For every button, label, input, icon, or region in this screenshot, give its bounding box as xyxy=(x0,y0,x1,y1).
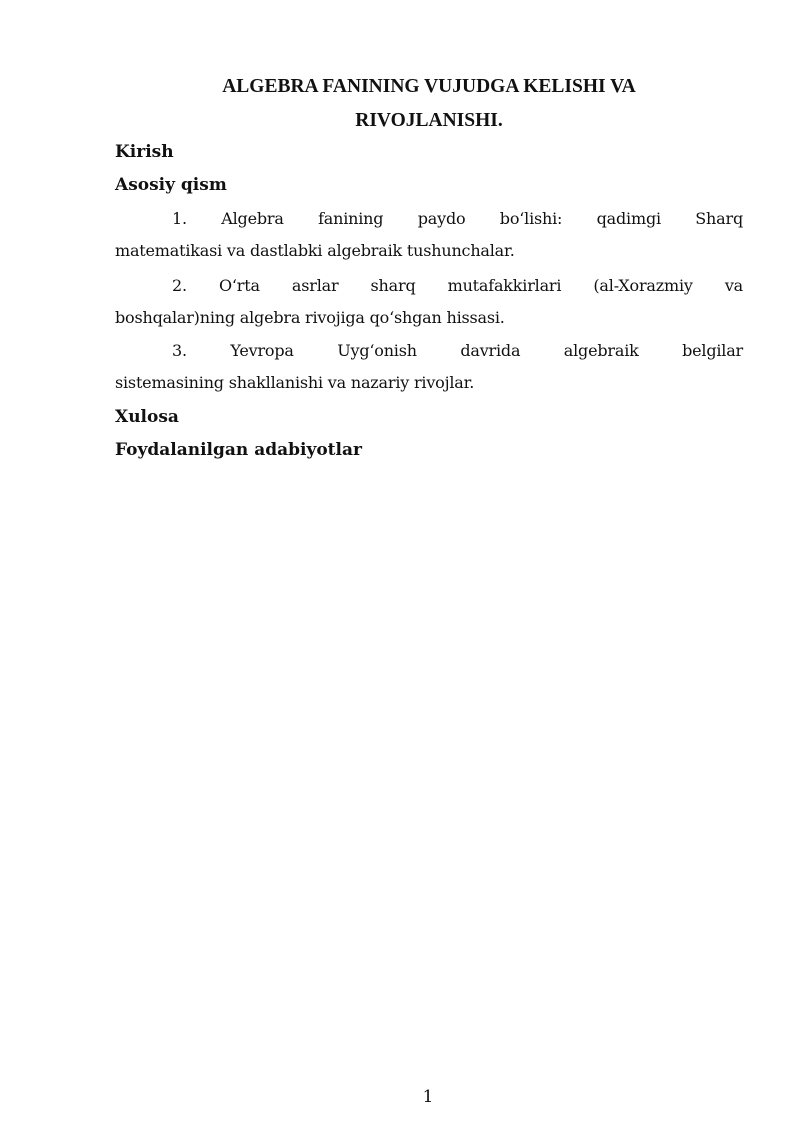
item-2-line-1: 2. O‘rta asrlar sharq mutafakkirlari (al-Xorazmiy va xyxy=(172,276,743,295)
item-3-line-2: sistemasining shakllanishi va nazariy rivojlar. xyxy=(115,373,475,392)
item-2-line-2: boshqalar)ning algebra rivojiga qo‘shgan hissasi. xyxy=(115,308,505,327)
title-line-2: RIVOJLANISHI. xyxy=(355,110,503,131)
item-3-line-1: 3. Yevropa Uyg‘onish davrida algebraik belgilar xyxy=(172,341,743,360)
heading-references: Foydalanilgan adabiyotlar xyxy=(115,440,362,460)
heading-intro: Kirish xyxy=(115,142,174,162)
heading-main: Asosiy qism xyxy=(115,175,227,195)
page-number: 1 xyxy=(422,1087,434,1107)
title-line-1: ALGEBRA FANINING VUJUDGA KELISHI VA xyxy=(222,76,636,97)
item-1-line-1: 1. Algebra fanining paydo bo‘lishi: qadimgi Sharq xyxy=(172,209,743,228)
item-1-line-2: matematikasi va dastlabki algebraik tushunchalar. xyxy=(115,241,515,260)
heading-conclusion: Xulosa xyxy=(115,407,179,427)
